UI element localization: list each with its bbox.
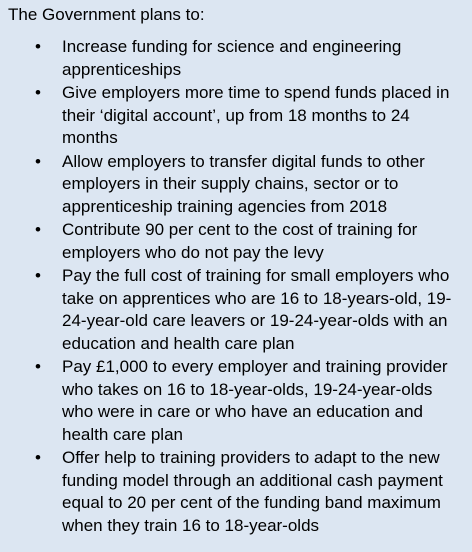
list-item-text: Offer help to training providers to adapt to the new funding model through an additional cash payment equal to 20 per cent of the funding band maximum when they train 16 to 18-year-olds [62, 448, 443, 535]
list-item [8, 265, 462, 355]
list-item-text: Contribute 90 per cent to the cost of training for employers who do not pay the levy [62, 220, 418, 262]
list-item-text: Give employers more time to spend funds placed in their ‘digital account’, up from 18 months to 24 months [62, 83, 450, 147]
list-item [8, 82, 462, 150]
bullet-icon: • [35, 266, 41, 285]
plans-list [8, 36, 462, 537]
list-item [8, 219, 462, 264]
list-item [8, 356, 462, 446]
bullet-icon: • [35, 83, 41, 102]
list-item [8, 447, 462, 537]
bullet-icon: • [35, 37, 41, 56]
list-item-text: Pay £1,000 to every employer and training provider who takes on 16 to 18-year-olds, 19-24-year-olds who were in care or who have an education and health care plan [62, 357, 448, 444]
bullet-icon: • [35, 448, 41, 467]
bullet-icon: • [35, 151, 41, 171]
bullet-icon: • [35, 357, 41, 376]
intro-text: The Government plans to: [8, 5, 205, 24]
list-item [8, 151, 462, 219]
list-item-text: Pay the full cost of training for small employers who take on apprentices who are 16 to 18-years-old, 19-24-year-old care leavers or 19-24-year-olds with an education and health care plan [62, 266, 452, 353]
list-item-text: Allow employers to transfer digital funds to other employers in their supply chains, sector or to apprenticeship training agencies from 2018 [62, 151, 425, 216]
list-item [8, 36, 462, 81]
bullet-icon: • [35, 220, 41, 239]
list-item-text: Increase funding for science and engineering apprenticeships [62, 37, 402, 79]
